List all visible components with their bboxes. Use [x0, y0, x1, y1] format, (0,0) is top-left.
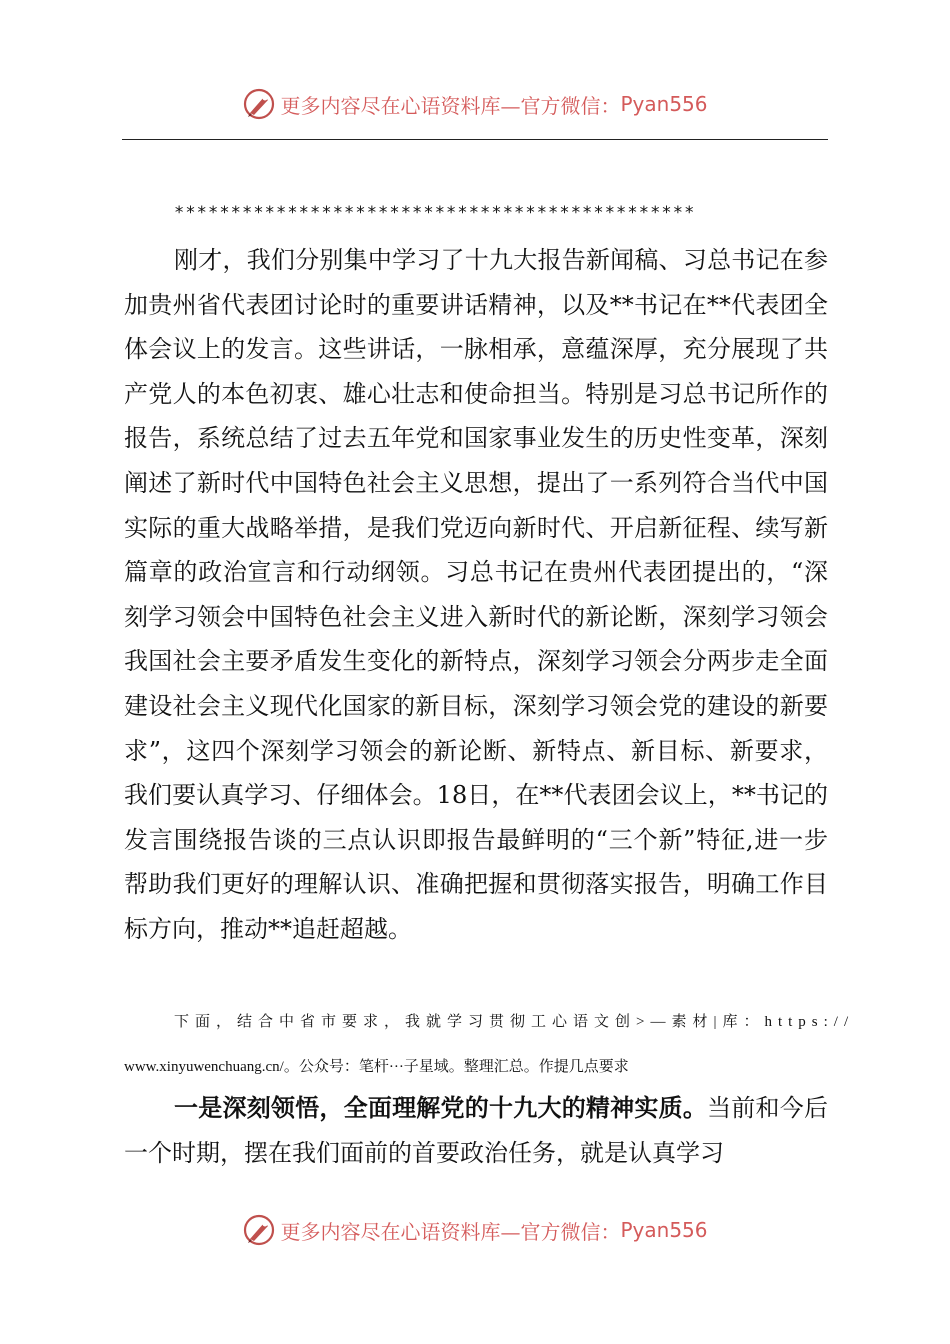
source-note-line-2: www.xinyuwenchuang.cn/。公众号：笔杆···子星域。整理汇总。作提几点要求: [124, 1059, 629, 1075]
footer-banner-wechat-id: Pyan556: [620, 1218, 708, 1242]
section-heading-one: 一是深刻领悟，全面理解党的十九大的精神实质。: [174, 1094, 708, 1122]
pen-logo-icon: [242, 87, 276, 121]
banner-text: 更多内容尽在心语资料库—官方微信：: [280, 93, 621, 118]
star-divider: **********************************************: [174, 203, 696, 223]
footer-banner-text: 更多内容尽在心语资料库—官方微信：: [280, 1219, 621, 1244]
body-paragraph-2: [124, 1086, 828, 1175]
footer-banner: [0, 1210, 950, 1250]
section-text-one: 当前和今后一个时期，摆在我们面前的首要政治任务，就是认真学习: [124, 1094, 829, 1167]
body-paragraph-1: 刚才，我们分别集中学习了十九大报告新闻稿、习总书记在参加贵州省代表团讨论时的重要讲话精神，以及**书记在**代表团全体会议上的发言。这些讲话，一脉相承，意蕴深厚，充分展现了共产党人的本色初衷、雄心壮志和使命担当。特别是习总书记所作的报告，系统总结了过去五年党和国家事业发生的历史性变革，深刻阐述了新时代中国特色社会主义思想，提出了一系列符合当代中国实际的重大战略举措，是我们党迈向新时代、开启新征程、续写新篇章的政治宣言和行动纲领。习总书记在贵州代表团提出的，“深刻学习领会中国特色社会主义进入新时代的新论断，深刻学习领会我国社会主要矛盾发生变化的新特点，深刻学习领会分两步走全面建设社会主义现代化国家的新目标，深刻学习领会党的建设的新要求”，这四个深刻学习领会的新论断、新特点、新目标、新要求，我们要认真学习、仔细体会。18日，在**代表团会议上，**书记的发言围绕报告谈的三点认识即报告最鲜明的“三个新”特征,进一步帮助我们更好的理解认识、准确把握和贯彻落实报告，明确工作目标方向，推动**追赶超越。: [124, 246, 828, 943]
header-banner: [0, 84, 950, 124]
pen-logo-icon: [242, 1213, 276, 1247]
header-divider: [122, 139, 828, 140]
banner-wechat-id: Pyan556: [620, 92, 708, 116]
source-note-line-1: 下面，结合中省市要求，我就学习贯彻工心语文创>—素材|库：https://: [174, 1014, 855, 1030]
